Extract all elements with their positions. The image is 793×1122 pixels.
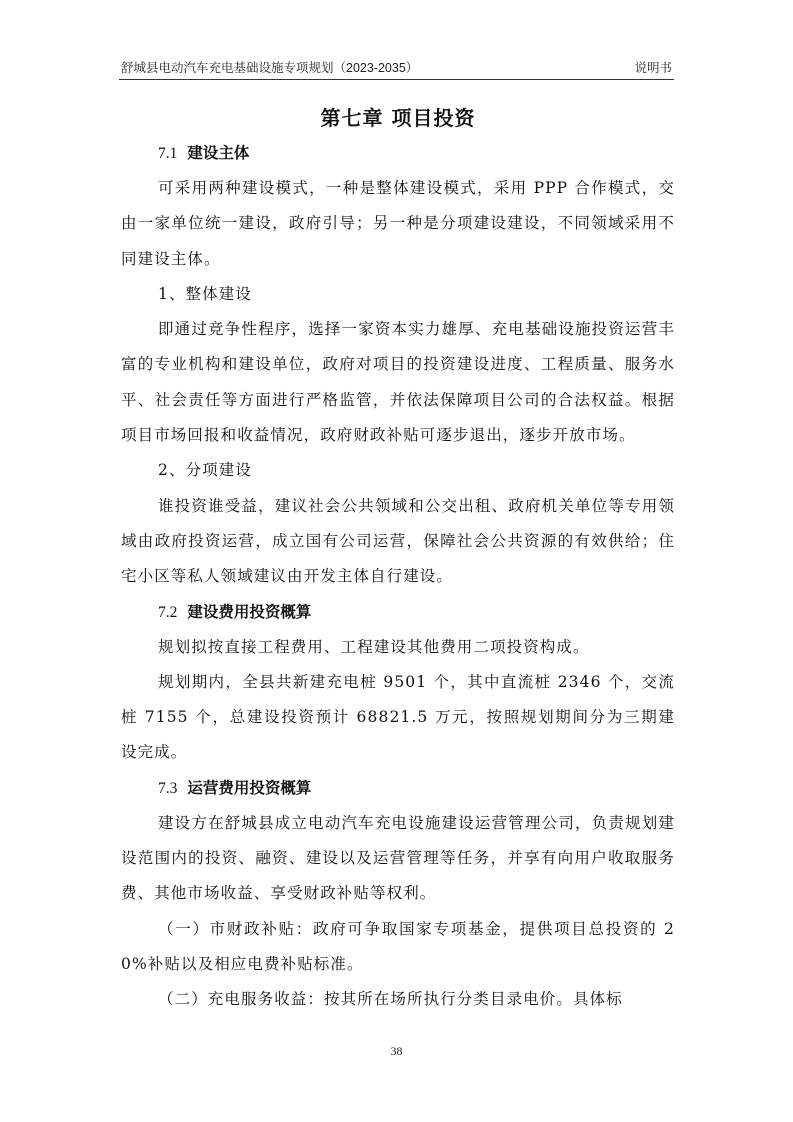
paragraph: 可采用两种建设模式，一种是整体建设模式，采用 PPP 合作模式，交由一家单位统一建设，政府引导；另一种是分项建设建设，不同领域采用不同建设主体。 (121, 179, 675, 268)
running-header-doc-type: 说明书 (634, 61, 672, 75)
paragraph: 规划期内，全县共新建充电桩 9501 个，其中直流桩 2346 个，交流桩 7155 个，总建设投资预计 68821.5 万元，按照规划期间分为三期建设完成。 (121, 672, 675, 762)
section-heading-7-2 (121, 595, 675, 630)
page-body (121, 100, 675, 1018)
section-number: 7.1 (158, 145, 178, 162)
section-title: 建设主体 (187, 144, 250, 162)
chapter-title: 第七章 项目投资 (320, 106, 476, 130)
subheading: 2、分项建设 (158, 461, 252, 480)
subheading: 1、整体建设 (158, 284, 252, 303)
paragraph: 即通过竞争性程序，选择一家资本实力雄厚、充电基础设施投资运营丰富的专业机构和建设单位，政府对项目的投资建设进度、工程质量、服务水平、社会责任等方面进行严格监管，并依法保障项目公司的合法权益。根据项目市场回报和收益情况，政府财政补贴可逐步退出，逐步开放市场。 (121, 320, 675, 445)
section-heading-7-1 (121, 136, 675, 171)
paragraph: （二）充电服务收益：按其所在场所执行分类目录电价。具体标 (158, 990, 623, 1009)
page-number: 38 (390, 1044, 403, 1058)
paragraph: 建设方在舒城县成立电动汽车充电设施建设运营管理公司，负责规划建设范围内的投资、融资、建设以及运营管理等任务，并享有向用户收取服务费、其他市场收益、享受财政补贴等权利。 (121, 813, 675, 903)
paragraph: 谁投资谁受益，建议社会公共领域和公交出租、政府机关单位等专用领域由政府投资运营，成立国有公司运营，保障社会公共资源的有效供给；住宅小区等私人领域建议由开发主体自行建设。 (121, 496, 675, 586)
paragraph: （一）市财政补贴：政府可争取国家专项基金，提供项目总投资的 20%补贴以及相应电费补贴标准。 (121, 919, 675, 973)
section-heading-7-3 (121, 771, 675, 806)
paragraph: 规划拟按直接工程费用、工程建设其他费用二项投资构成。 (158, 637, 590, 656)
header-rule (119, 79, 674, 80)
running-header-title: 舒城县电动汽车充电基础设施专项规划（2023-2035） (121, 61, 419, 75)
section-title: 运营费用投资概算 (187, 778, 312, 797)
section-number: 7.3 (158, 779, 178, 797)
section-title: 建设费用投资概算 (187, 602, 312, 621)
section-number: 7.2 (158, 603, 178, 621)
